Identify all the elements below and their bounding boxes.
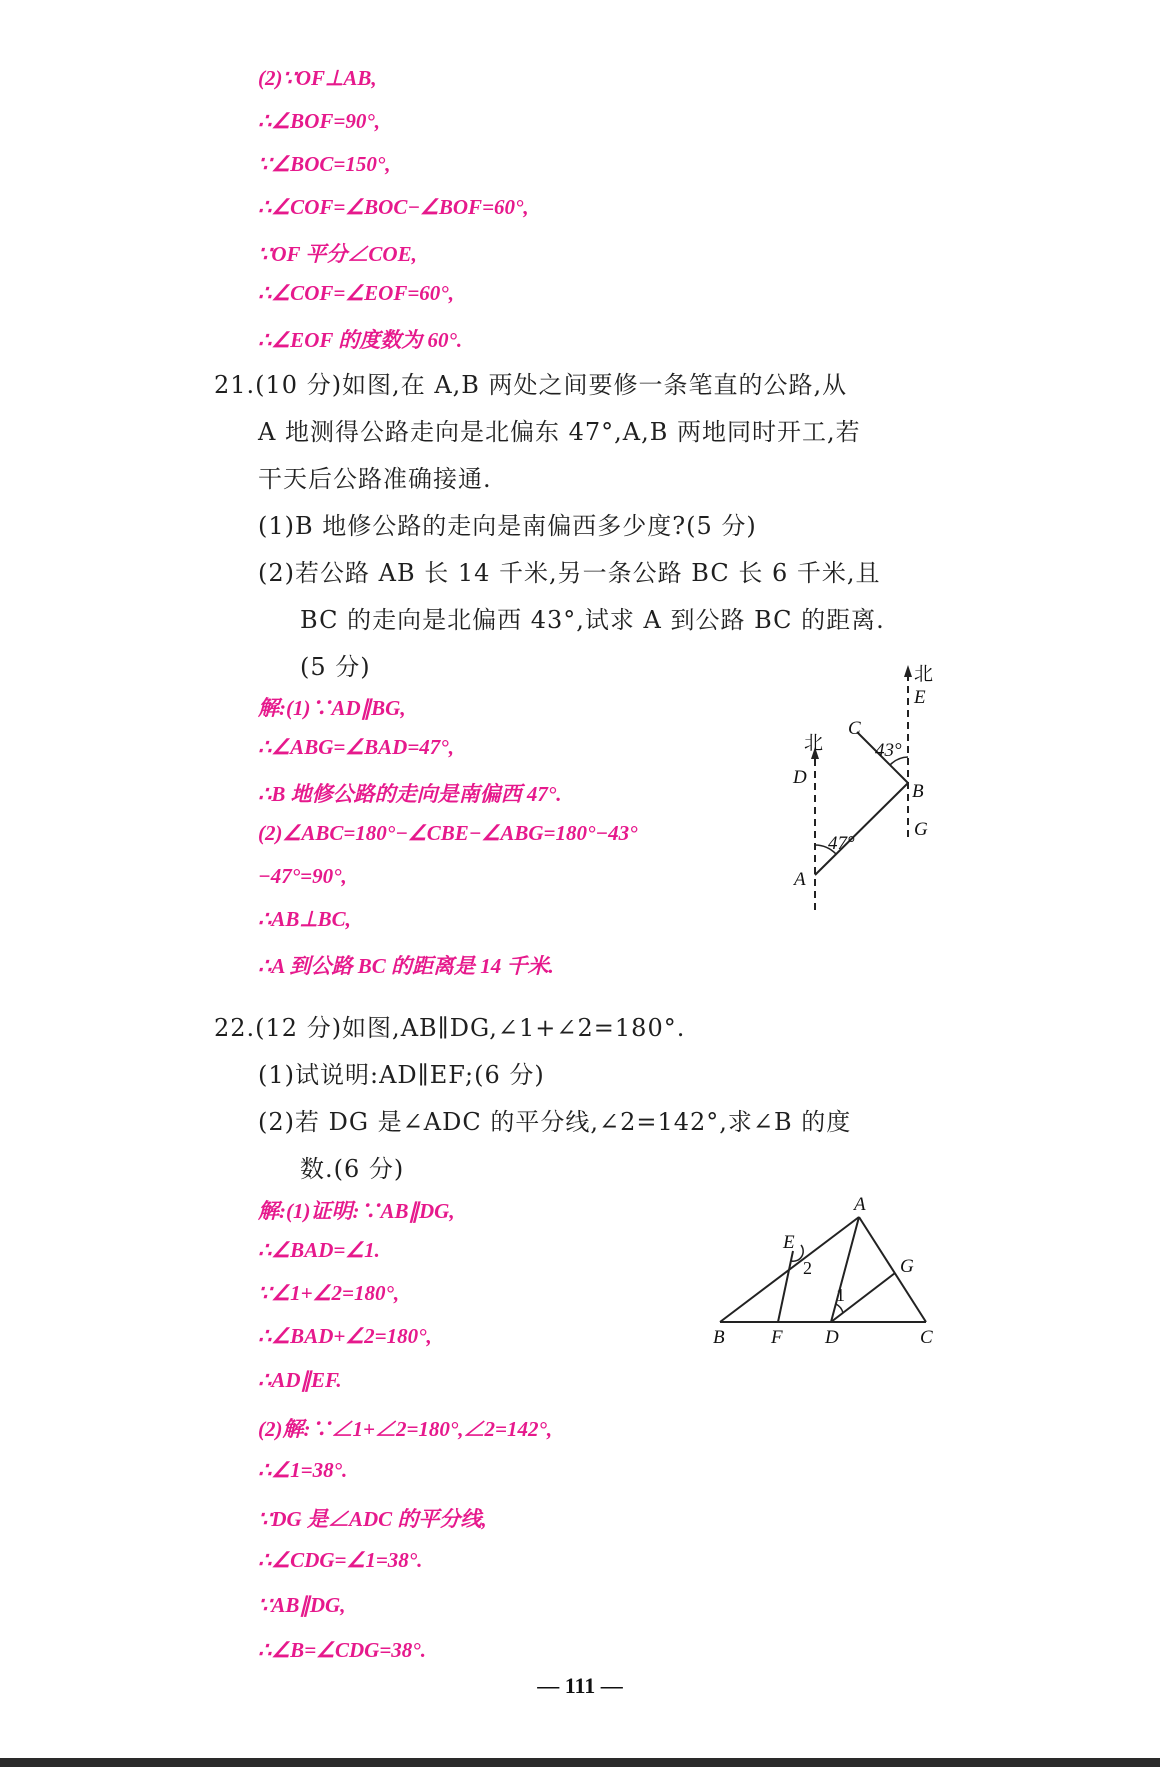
q22-solution-line-10: ∵AB∥DG,: [258, 1593, 346, 1617]
q21-label-E: E: [914, 687, 926, 708]
q22-solution-line-1: 解:(1)证明:∵AB∥DG,: [258, 1199, 455, 1223]
q22-solution-line-7: ∴∠1=38°.: [258, 1458, 348, 1482]
q22-sub2-line-1: (2)若 DG 是∠ADC 的平分线,∠2=142°,求∠B 的度: [258, 1108, 852, 1136]
q21-label-G: G: [914, 819, 928, 840]
q21-label-C: C: [848, 718, 861, 739]
q22-label-E: E: [783, 1232, 795, 1253]
q21-sub2-line-2: BC 的走向是北偏西 43°,试求 A 到公路 BC 的距离.: [300, 606, 885, 634]
q22-label-D: D: [825, 1327, 839, 1348]
q21-figure: [780, 655, 950, 915]
q22-label-F: F: [771, 1327, 783, 1348]
q22-segment-AC: [859, 1217, 926, 1322]
q22-segment-EF: [778, 1251, 793, 1322]
q22-angle-arc-1: [836, 1304, 843, 1313]
q22-stem: 22.(12 分)如图,AB∥DG,∠1+∠2=180°.: [214, 1014, 686, 1042]
bottom-bar: [0, 1758, 1160, 1767]
q22-label-G: G: [900, 1256, 914, 1277]
q21-sub2-line-3: (5 分): [300, 653, 371, 681]
q21-solution-line-4: (2)∠ABC=180°−∠CBE−∠ABG=180°−43°: [258, 821, 638, 845]
prev-solution-line-6: ∴∠COF=∠EOF=60°,: [258, 281, 454, 305]
prev-solution-line-2: ∴∠BOF=90°,: [258, 109, 380, 133]
prev-solution-line-1: (2)∵OF⊥AB,: [258, 66, 377, 90]
q22-solution-line-9: ∴∠CDG=∠1=38°.: [258, 1548, 423, 1572]
q22-solution-line-2: ∴∠BAD=∠1.: [258, 1238, 380, 1262]
q21-solution-line-5: −47°=90°,: [258, 864, 347, 888]
q22-solution-line-6: (2)解:∵∠1+∠2=180°,∠2=142°,: [258, 1417, 553, 1441]
q22-solution-line-3: ∵∠1+∠2=180°,: [258, 1281, 400, 1305]
prev-solution-line-4: ∴∠COF=∠BOC−∠BOF=60°,: [258, 195, 529, 219]
q22-label-2: 2: [803, 1258, 812, 1278]
page-number: — 111 —: [537, 1673, 623, 1698]
prev-solution-line-5: ∵OF 平分∠COE,: [258, 242, 417, 266]
q21-label-north-left: 北: [804, 732, 824, 754]
q22-segment-AD: [831, 1217, 859, 1322]
q21-stem-line-2: A 地测得公路走向是北偏东 47°,A,B 两地同时开工,若: [258, 418, 861, 446]
q21-solution-line-6: ∴AB⊥BC,: [258, 907, 351, 931]
q21-segment-AB: [815, 783, 908, 875]
q22-figure: [705, 1190, 950, 1350]
q21-solution-line-2: ∴∠ABG=∠BAD=47°,: [258, 735, 454, 759]
q21-label-D: D: [793, 767, 807, 788]
q21-label-north-right: 北: [914, 663, 934, 685]
q21-arrow-right: [904, 665, 912, 677]
q21-solution-line-7: ∴A 到公路 BC 的距离是 14 千米.: [258, 954, 554, 978]
q21-angle-B-label: 43°: [875, 740, 902, 761]
q22-label-1: 1: [836, 1285, 845, 1305]
prev-solution-line-7: ∴∠EOF 的度数为 60°.: [258, 328, 463, 352]
q22-solution-line-11: ∴∠B=∠CDG=38°.: [258, 1638, 426, 1662]
q22-label-B: B: [713, 1327, 725, 1348]
q22-sub2-line-2: 数.(6 分): [300, 1155, 405, 1183]
q21-label-A: A: [794, 869, 806, 890]
q21-solution-line-3: ∴B 地修公路的走向是南偏西 47°.: [258, 782, 562, 806]
q21-sub2-line-1: (2)若公路 AB 长 14 千米,另一条公路 BC 长 6 千米,且: [258, 559, 881, 587]
q22-solution-line-4: ∴∠BAD+∠2=180°,: [258, 1324, 432, 1348]
q22-label-A: A: [854, 1194, 866, 1215]
q22-label-C: C: [920, 1327, 933, 1348]
q21-solution-line-1: 解:(1)∵AD∥BG,: [258, 696, 406, 720]
q21-label-B: B: [912, 781, 924, 802]
q21-stem-line-1: 21.(10 分)如图,在 A,B 两处之间要修一条笔直的公路,从: [214, 371, 848, 399]
q22-sub1: (1)试说明:AD∥EF;(6 分): [258, 1061, 545, 1089]
q22-solution-line-8: ∵DG 是∠ADC 的平分线,: [258, 1507, 487, 1531]
prev-solution-line-3: ∵∠BOC=150°,: [258, 152, 391, 176]
q21-angle-A-label: 47°: [828, 833, 855, 854]
q22-solution-line-5: ∴AD∥EF.: [258, 1368, 342, 1392]
q21-sub1: (1)B 地修公路的走向是南偏西多少度?(5 分): [258, 512, 757, 540]
q21-stem-line-3: 干天后公路准确接通.: [258, 465, 492, 493]
